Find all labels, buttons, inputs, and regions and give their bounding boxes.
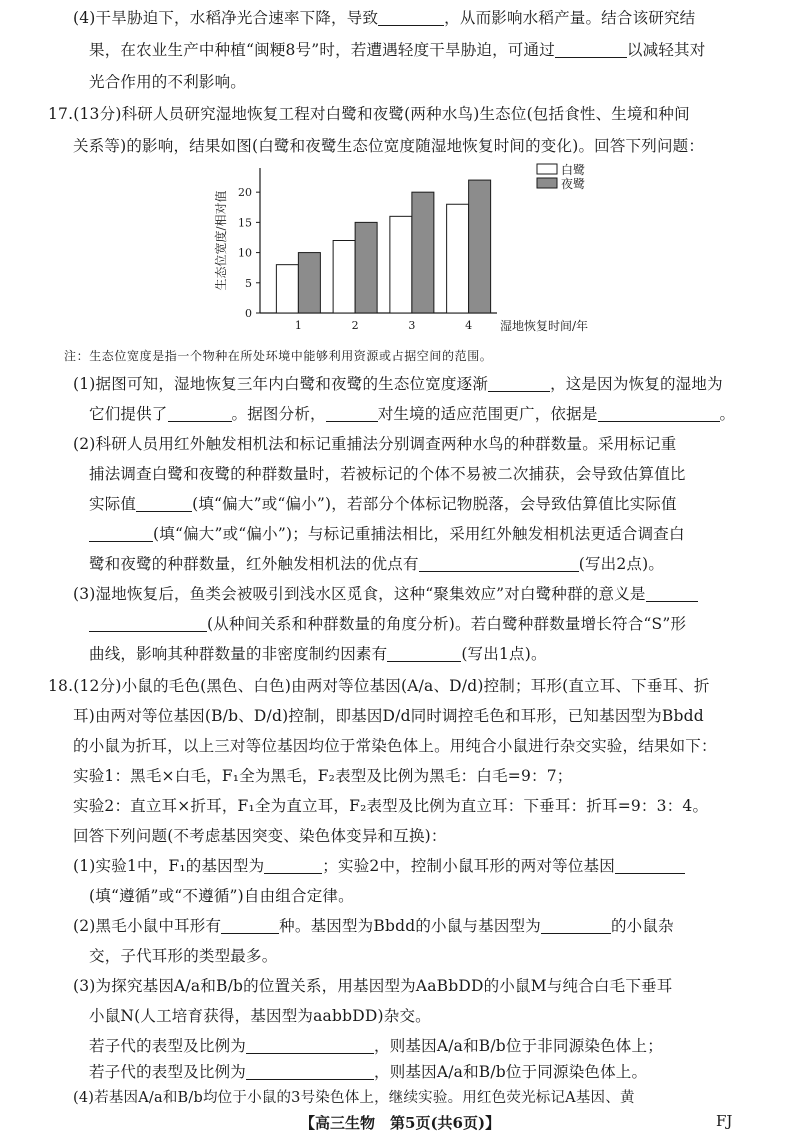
bar [447, 204, 469, 313]
x-axis-label: 湿地恢复时间/年 [500, 319, 589, 333]
q18-stem-line4: 回答下列问题(不考虑基因突变、染色体变异和互换)： [73, 827, 447, 845]
answer-blank[interactable] [136, 495, 192, 512]
answer-blank[interactable] [326, 405, 378, 422]
y-tick-label: 15 [238, 216, 252, 230]
q18-1-line2: (填“遵循”或“不遵循”)自由组合定律。 [89, 887, 354, 905]
legend-label: 夜鹭 [561, 177, 586, 191]
answer-blank[interactable] [541, 917, 611, 934]
answer-blank[interactable] [615, 857, 685, 874]
y-tick-label: 20 [238, 186, 252, 200]
q17-1-line1: (1)据图可知，湿地恢复三年内白鹭和夜鹭的生态位宽度逐渐 ，这是因为恢复的湿地为 [73, 375, 723, 393]
q17-stem-line2: 关系等)的影响，结果如图(白鹭和夜鹭生态位宽度随湿地恢复时间的变化)。回答下列问题： [73, 137, 705, 155]
answer-blank[interactable] [646, 585, 698, 602]
legend-label: 白鹭 [561, 163, 586, 177]
q18-stem-line2: 耳)由两对等位基因(B/b、D/d)控制，即基因D/d同时调控毛色和耳形，已知基因型为Bbdd [73, 707, 704, 725]
q18-3-line3: 若子代的表型及比例为 ，则基因A/a和B/b位于非同源染色体上； [89, 1037, 663, 1055]
q17-1-line2: 它们提供了 。据图分析， 对生境的适应范围更广，依据是 。 [89, 405, 736, 423]
q18-1-line1: (1)实验1中，F₁的基因型为 ；实验2中，控制小鼠耳形的两对等位基因 [73, 856, 685, 876]
q18-3-line2: 小鼠N(人工培育获得，基因型为aabbDD)杂交。 [89, 1007, 431, 1025]
q18-3-line1: (3)为探究基因A/a和B/b的位置关系，用基因型为AaBbDD的小鼠M与纯合白毛下垂耳 [73, 977, 673, 995]
y-tick-label: 5 [245, 276, 252, 290]
q18-3-line4: 若子代的表型及比例为 ，则基因A/a和B/b位于同源染色体上。 [89, 1063, 648, 1081]
answer-blank[interactable] [264, 857, 322, 874]
footer-code: FJ [716, 1112, 733, 1130]
answer-blank[interactable] [246, 1063, 374, 1080]
answer-blank[interactable] [387, 645, 461, 662]
legend-swatch [537, 164, 557, 174]
x-tick-label: 3 [408, 319, 416, 332]
bar [355, 222, 377, 313]
q16-4-line2: 果，在农业生产中种植“闽粳8号”时，若遭遇轻度干旱胁迫，可通过 以减轻其对 [89, 41, 706, 59]
answer-blank[interactable] [488, 375, 550, 392]
q16-4-line1: (4)干旱胁迫下，水稻净光合速率下降，导致 ，从而影响水稻产量。结合该研究结 [73, 9, 696, 27]
q17-3-line1: (3)湿地恢复后，鱼类会被吸引到浅水区觅食，这种“聚集效应”对白鹭种群的意义是 [73, 584, 698, 604]
bar [333, 241, 355, 314]
page-footer: 【高三生物 第5页(共6页)】 [300, 1114, 501, 1132]
q16-4-line3: 光合作用的不利影响。 [89, 73, 247, 91]
y-tick-label: 0 [245, 307, 252, 320]
y-tick-label: 10 [238, 246, 252, 260]
niche-width-chart [205, 160, 625, 345]
bar [469, 180, 491, 313]
x-tick-label: 2 [351, 319, 359, 332]
answer-blank[interactable] [89, 615, 207, 632]
answer-blank[interactable] [246, 1037, 374, 1054]
y-axis-label: 生态位宽度/相对值 [214, 190, 228, 291]
q18-experiment-1: 实验1：黑毛×白毛，F₁全为黑毛，F₂表型及比例为黑毛：白毛=9：7； [73, 767, 573, 785]
q18-stem-line1: 18.(12分)小鼠的毛色(黑色、白色)由两对等位基因(A/a、D/d)控制；耳形(直立耳、下垂耳、折 [48, 677, 710, 695]
q17-3-line2: (从种间关系和种群数量的角度分析)。若白鹭种群数量增长符合“S”形 [89, 614, 686, 634]
q17-stem-line1: 17.(13分)科研人员研究湿地恢复工程对白鹭和夜鹭(两种水鸟)生态位(包括食性、生境和种间 [48, 105, 690, 123]
q18-4-line1: (4)若基因A/a和B/b均位于小鼠的3号染色体上，继续实验。用红色荧光标记A基因、黄 [73, 1090, 635, 1106]
legend-swatch [537, 178, 557, 188]
answer-blank[interactable] [168, 405, 232, 422]
bar [390, 216, 412, 313]
answer-blank[interactable] [378, 9, 444, 26]
q18-2-line2: 交，子代耳形的类型最多。 [89, 947, 278, 965]
q17-2-line3: 实际值 (填“偏大”或“偏小”)，若部分个体标记物脱落，会导致估算值比实际值 [89, 495, 677, 513]
answer-blank[interactable] [221, 917, 279, 934]
q17-2-line5: 鹭和夜鹭的种群数量，红外触发相机法的优点有 (写出2点)。 [89, 555, 665, 573]
chart-plot [213, 163, 588, 333]
x-tick-label: 1 [294, 319, 302, 332]
bar [412, 192, 434, 313]
q17-2-line4: (填“偏大”或“偏小”)；与标记重捕法相比，采用红外触发相机法更适合调查白 [89, 524, 685, 544]
q18-2-line1: (2)黑毛小鼠中耳形有 种。基因型为Bbdd的小鼠与基因型为 的小鼠杂 [73, 917, 674, 935]
q18-experiment-2: 实验2：直立耳×折耳，F₁全为直立耳，F₂表型及比例为直立耳：下垂耳：折耳=9：3：4。 [73, 797, 709, 815]
bar [276, 265, 298, 313]
answer-blank[interactable] [598, 405, 720, 422]
answer-blank[interactable] [555, 41, 627, 58]
bar [298, 253, 320, 313]
answer-blank[interactable] [89, 525, 153, 542]
q17-3-line3: 曲线，影响其种群数量的非密度制约因素有 (写出1点)。 [89, 645, 547, 663]
x-tick-label: 4 [465, 319, 473, 332]
q18-stem-line3: 的小鼠为折耳，以上三对等位基因均位于常染色体上。用纯合小鼠进行杂交实验，结果如下： [73, 737, 717, 755]
answer-blank[interactable] [419, 555, 579, 572]
q17-2-line2: 捕法调查白鹭和夜鹭的种群数量时，若被标记的个体不易被二次捕获，会导致估算值比 [89, 465, 686, 483]
q17-2-line1: (2)科研人员用红外触发相机法和标记重捕法分别调查两种水鸟的种群数量。采用标记重 [73, 435, 677, 453]
figure-note: 注：生态位宽度是指一个物种在所处环境中能够利用资源或占据空间的范围。 [64, 349, 493, 363]
